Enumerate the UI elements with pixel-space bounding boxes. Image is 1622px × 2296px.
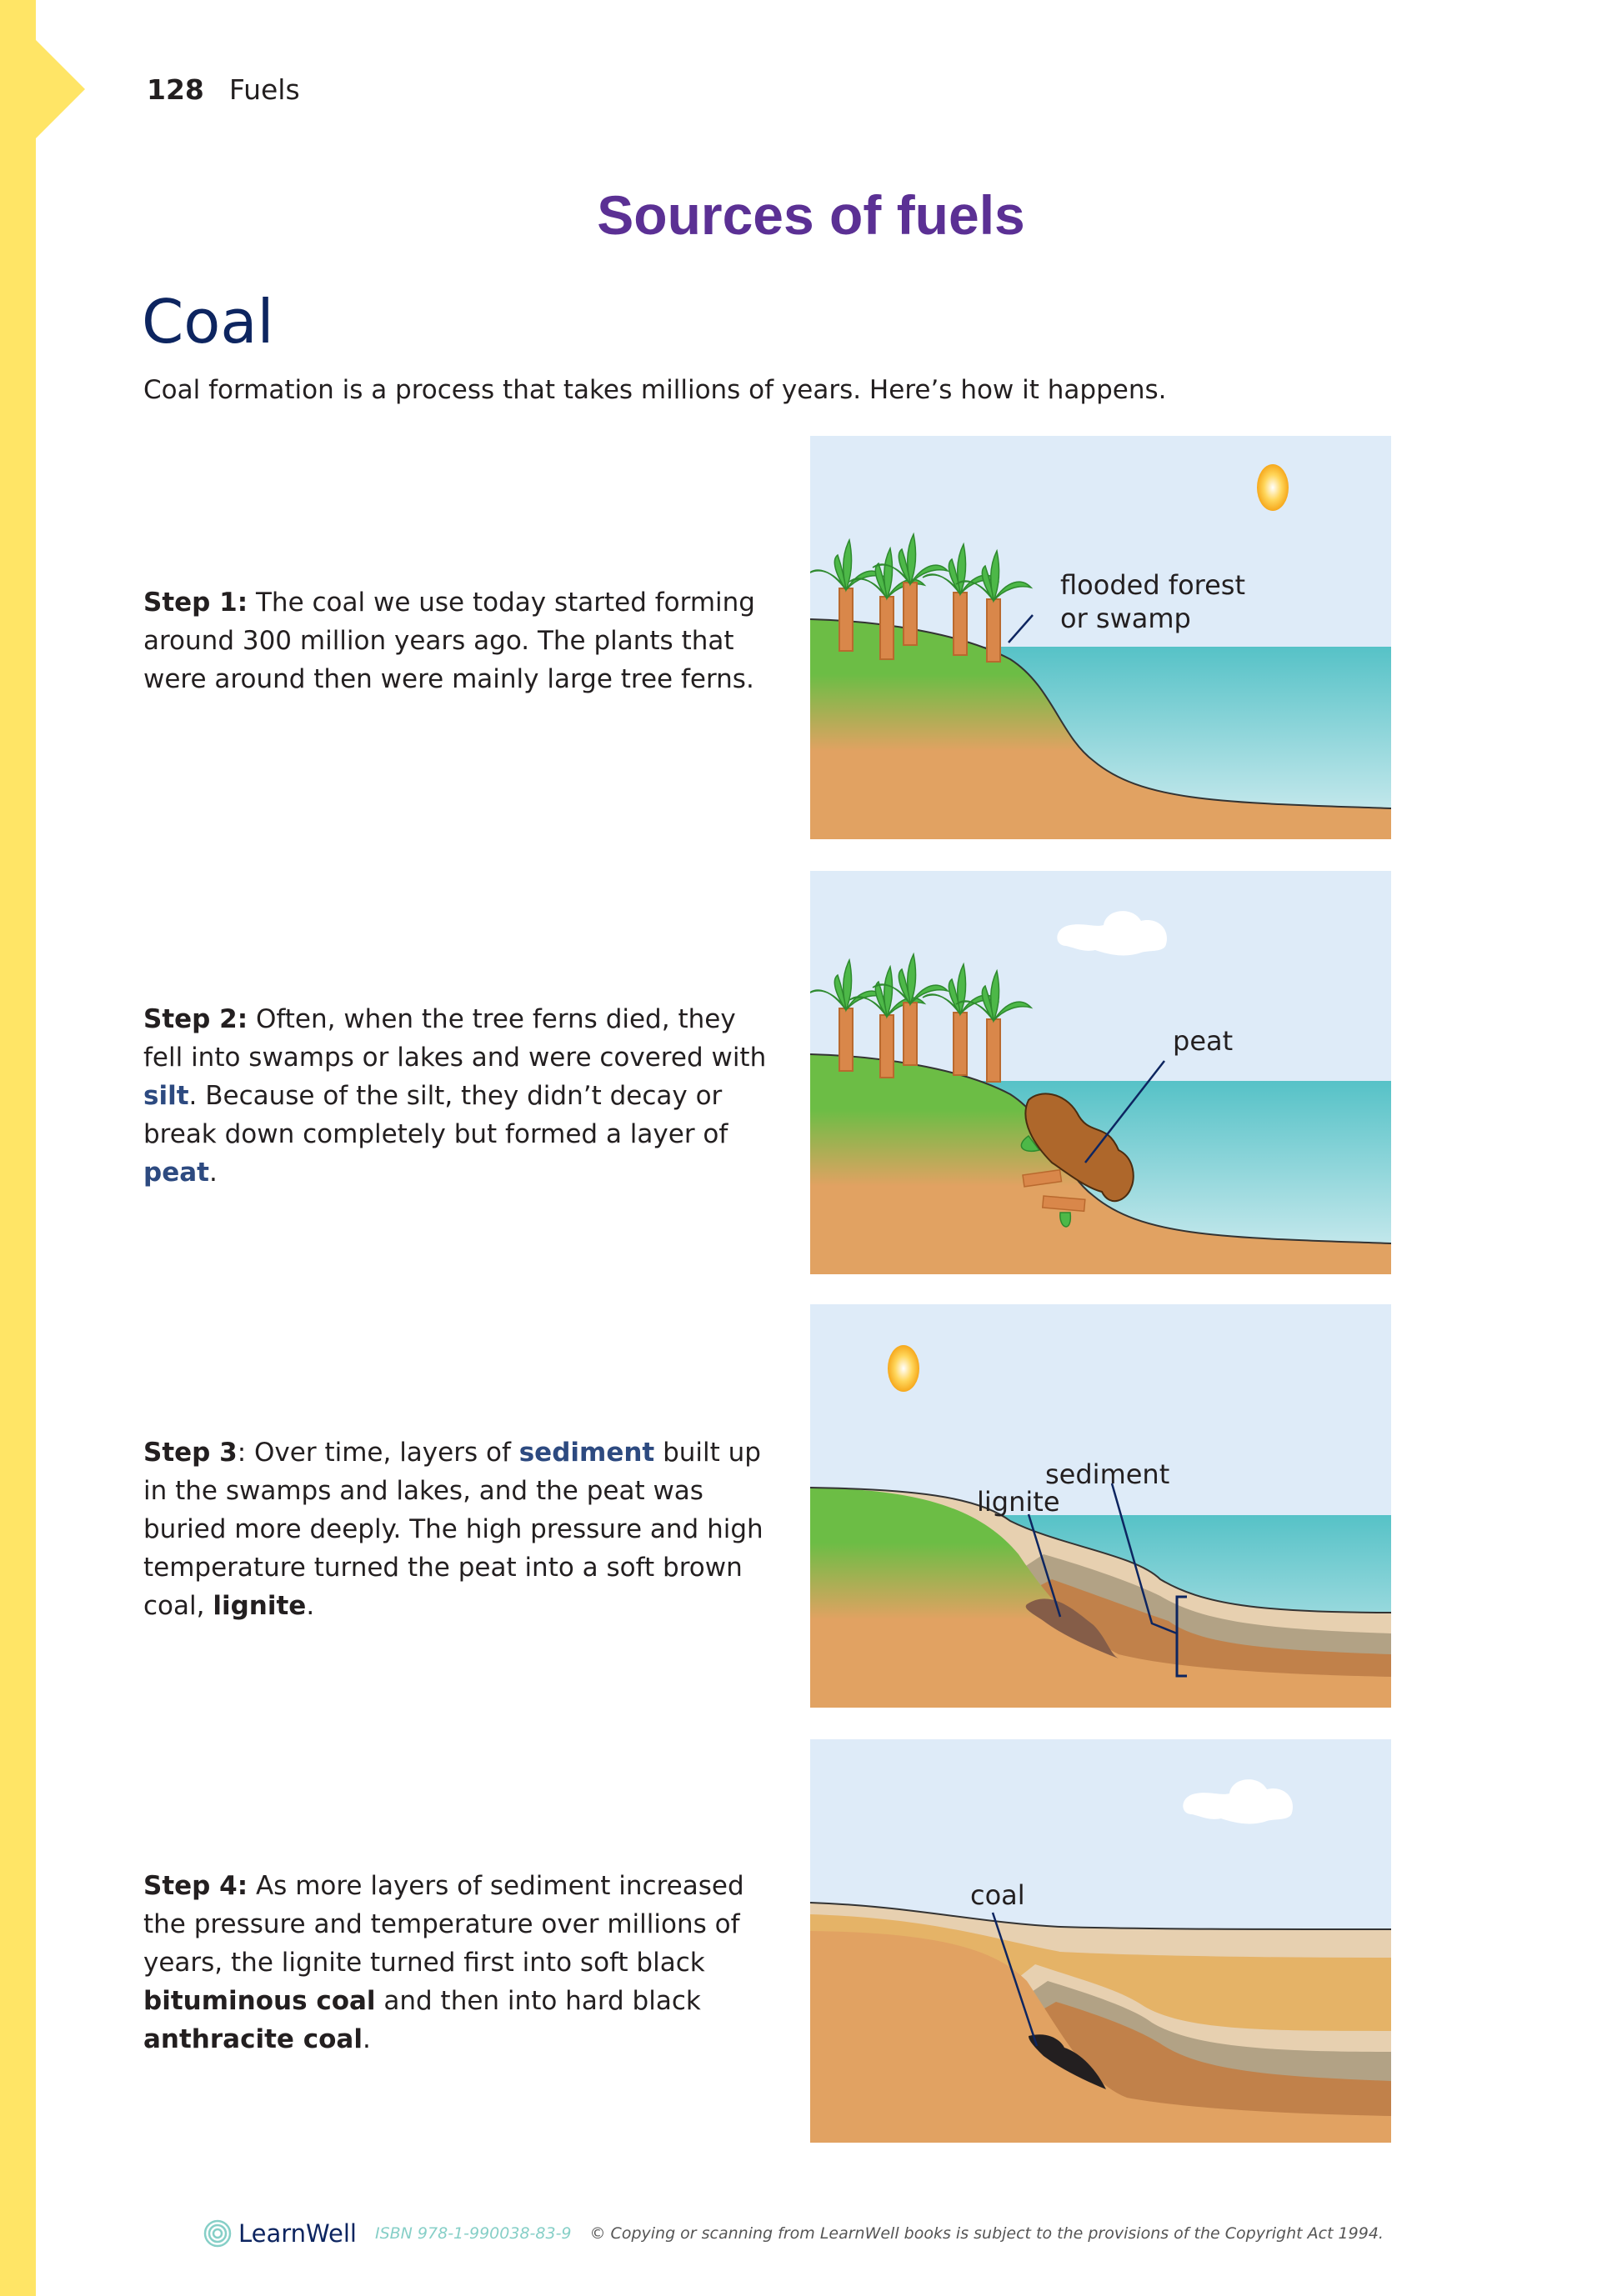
label-peat: peat xyxy=(1173,1025,1234,1057)
term-anthracite-coal: anthracite coal xyxy=(143,2024,363,2054)
keyword-peat: peat xyxy=(143,1158,209,1188)
sun-icon xyxy=(888,1345,919,1392)
step-body: . xyxy=(362,2024,371,2054)
section-heading: Coal xyxy=(142,287,274,357)
keyword-silt: silt xyxy=(143,1081,189,1111)
step-label: Step 2: xyxy=(143,1004,248,1034)
term-bituminous-coal: bituminous coal xyxy=(143,1986,376,2016)
diagram-step-1 xyxy=(810,436,1391,839)
label-flooded-forest: flooded forest xyxy=(1060,569,1245,601)
label-or-swamp: or swamp xyxy=(1060,603,1191,634)
running-header xyxy=(147,73,300,107)
page-title: Sources of fuels xyxy=(597,184,1025,246)
step-3-text xyxy=(143,1433,777,1625)
section-intro: Coal formation is a process that takes millions of years. Here’s how it happens. xyxy=(143,375,1167,405)
keyword-sediment: sediment xyxy=(518,1438,655,1468)
step-body: As more layers of sediment increased the pressure and temperature over millions of years, the lignite turned first into soft black xyxy=(143,1871,744,1978)
sun-icon xyxy=(1257,464,1289,511)
step-body: . xyxy=(208,1158,218,1188)
step-body: : Over time, layers of xyxy=(237,1438,519,1468)
step-label: Step 3 xyxy=(143,1438,238,1468)
diagram-step-3 xyxy=(810,1304,1391,1708)
step-body: . Because of the silt, they didn’t decay or break down completely but formed a layer of xyxy=(143,1081,728,1149)
copyright-notice: © Copying or scanning from LearnWell books is subject to the provisions of the Copyright Act 1994. xyxy=(589,2224,1384,2243)
diagram-step-2 xyxy=(810,871,1391,1274)
step-2-text xyxy=(143,1000,777,1192)
diagram-step-4 xyxy=(810,1739,1391,2143)
step-4-text xyxy=(143,1867,777,2058)
step-body: Often, when the tree ferns died, they fell into swamps or lakes and were covered with xyxy=(143,1004,767,1073)
step-body: built up in the swamps and lakes, and the peat was buried more deeply. The high pressure and high temperature turned the peat into a soft brown coal, xyxy=(143,1438,763,1621)
step-label: Step 4: xyxy=(143,1871,248,1901)
step-1-text xyxy=(143,583,777,698)
term-lignite: lignite xyxy=(213,1591,307,1621)
page-footer xyxy=(203,2213,1384,2254)
learnwell-logo-icon xyxy=(203,2218,232,2248)
page-tab-chevron-icon xyxy=(0,0,92,183)
label-coal: coal xyxy=(970,1879,1025,1911)
step-body: and then into hard black xyxy=(375,1986,701,2016)
step-body: . xyxy=(306,1591,315,1621)
step-body: The coal we use today started forming around 300 million years ago. The plants that were around then were mainly large tree ferns. xyxy=(143,588,755,694)
page-number: 128 xyxy=(147,73,204,106)
side-accent-bar xyxy=(0,0,36,2296)
isbn: ISBN 978-1-990038-83-9 xyxy=(374,2224,572,2243)
step-label: Step 1: xyxy=(143,588,248,618)
label-lignite: lignite xyxy=(977,1486,1060,1518)
chapter-name: Fuels xyxy=(228,73,300,106)
brand-name: LearnWell xyxy=(238,2219,357,2248)
label-sediment: sediment xyxy=(1045,1458,1170,1490)
